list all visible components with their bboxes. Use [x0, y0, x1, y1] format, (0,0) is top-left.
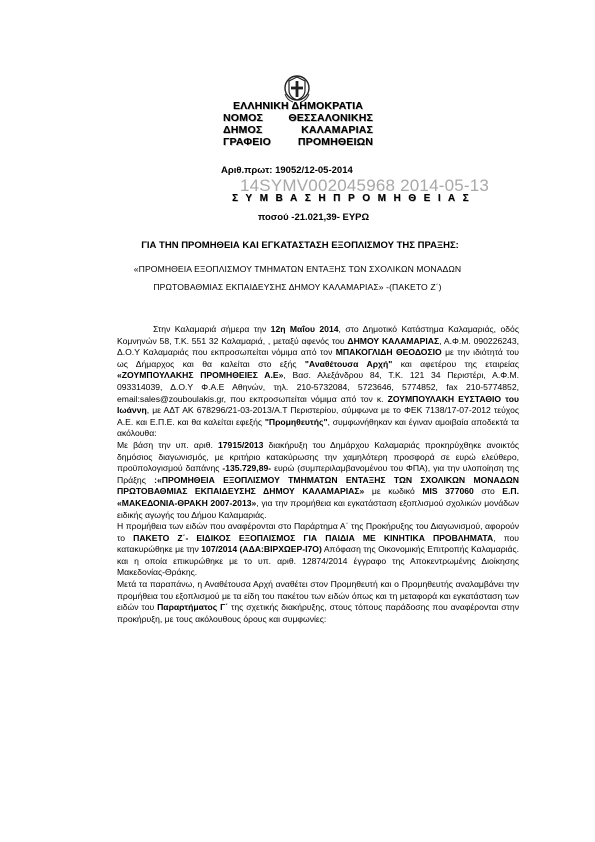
contract-amount: ποσού -21.021,39- ΕΥΡΩ [258, 212, 370, 223]
header-prefecture [223, 112, 373, 124]
header-office [223, 136, 373, 148]
package-line-2: ΠΡΩΤΟΒΑΘΜΙΑΣ ΕΚΠΑΙΔΕΥΣΗΣ ΔΗΜΟΥ ΚΑΛΑΜΑΡΙΑΣ» -(ΠΑΚΕΤΟ Ζ΄) [153, 282, 442, 292]
document-title: Σ Υ Μ Β Α Σ Η Π Ρ Ο Μ Η Θ Ε Ι Α Σ [232, 193, 472, 204]
header-office-name: ΠΡΟΜΗΘΕΙΩΝ [297, 136, 373, 148]
header-office-label: ΓΡΑΦΕΙΟ [223, 136, 271, 148]
paragraph-parties: Στην Καλαμαριά σήμερα την 12η Μαΐου 2014, στο Δημοτικό Κατάστημα Καλαμαριάς, οδός Κομνηνών 58, Τ.Κ. 551 32 Καλαμαριά, , μεταξύ αφενός του ΔΗΜΟΥ ΚΑΛΑΜΑΡΙΑΣ, Α.Φ.Μ. 090226243, Δ.Ο.Υ Καλαμαριάς που εκπροσωπείται νόμιμα από τον ΜΠΑΚΟΓΛΙΔΗ ΘΕΟΔΟΣΙΟ με την ιδιότητά του ως Δήμαρχος και θα καλείται στο εξής "Αναθέτουσα Αρχή" και αφετέρου της εταιρείας «ΖΟΥΜΠΟΥΛΑΚΗΣ ΠΡΟΜΗΘΕΙΕΣ Α.Ε», Βασ. Αλεξάνδρου 84, Τ.Κ. 121 34 Περιστέρι, Α.Φ.Μ. 093314039, Δ.Ο.Υ Φ.Α.Ε Αθηνών, τηλ. 210-5732084, 5723646, 5774852, fax 210-5774852, email:sales@zouboulakis.gr, που εκπροσωπείται νόμιμα από τον κ. ΖΟΥΜΠΟΥΛΑΚΗ ΕΥΣΤΑΘΙΟ του Ιωάννη, με ΑΔΤ ΑΚ 678296/21-03-2013/Α.Τ Περιστερίου, σύμφωνα με το ΦΕΚ 7138/17-07-2012 τεύχος Α.Ε. και Ε.Π.Ε. και θα καλείται εφεξής "Προμηθευτής", συμφωνήθηκαν και έγιναν αμοιβαία αποδεκτά τα ακόλουθα: [117, 324, 519, 439]
header-municipality [223, 124, 373, 136]
protocol-number: Αριθ.πρωτ: 19052/12-05-2014 [221, 165, 353, 176]
header-municipality-name: ΚΑΛΑΜΑΡΙΑΣ [301, 124, 373, 136]
contract-subject: ΓΙΑ ΤΗΝ ΠΡΟΜΗΘΕΙΑ ΚΑΙ ΕΓΚΑΤΑΣΤΑΣΗ ΕΞΟΠΛΙΣΜΟΥ ΤΗΣ ΠΡΑΞΗΣ: [141, 240, 459, 251]
header-republic: ΕΛΛΗΝΙΚΗ ΔΗΜΟΚΡΑΤΙΑ [232, 100, 364, 112]
header-municipality-label: ΔΗΜΟΣ [223, 124, 263, 136]
contract-body [117, 324, 519, 625]
paragraph-tender: Με βάση την υπ. αριθ. 17915/2013 διακήρυξη του Δημάρχου Καλαμαριάς προκηρύχθηκε ανοικτός δημόσιος διαγωνισμός, με κριτήριο κατακύρωσης την χαμηλότερη προσφορά σε ευρώ ελεύθερο, προϋπολογισμού δαπάνης -135.729,89- ευρώ (συμπεριλαμβανομένου του ΦΠΑ), για την υλοποίηση της Πράξης :«ΠΡΟΜΗΘΕΙΑ ΕΞΟΠΛΙΣΜΟΥ ΤΜΗΜΑΤΩΝ ΕΝΤΑΞΗΣ ΤΩΝ ΣΧΟΛΙΚΩΝ ΜΟΝΑΔΩΝ ΠΡΩΤΟΒΑΘΜΙΑΣ ΕΚΠΑΙΔΕΥΣΗΣ ΔΗΜΟΥ ΚΑΛΑΜΑΡΙΑΣ» με κωδικό MIS 377060 στο Ε.Π. «ΜΑΚΕΔΟΝΙΑ-ΘΡΑΚΗ 2007-2013», για την προμήθεια και εγκατάσταση εξοπλισμού σχολικών μονάδων ειδικής αγωγής του Δήμου Καλαμαριάς. [117, 439, 520, 520]
package-line-1: «ΠΡΟΜΗΘΕΙΑ ΕΞΟΠΛΙΣΜΟΥ ΤΜΗΜΑΤΩΝ ΕΝΤΑΞΗΣ ΤΩΝ ΣΧΟΛΙΚΩΝ ΜΟΝΑΔΩΝ [133, 264, 462, 274]
header-prefecture-name: ΘΕΣΣΑΛΟΝΙΚΗΣ [288, 112, 373, 124]
paragraph-package: Η προμήθεια των ειδών που αναφέρονται στο Παράρτημα Α΄ της Προκήρυξης του Διαγωνισμού, αφορούν το ΠΑΚΕΤΟ Ζ΄- ΕΙΔΙΚΟΣ ΕΞΟΠΛΙΣΜΟΣ ΓΙΑ ΠΑΙΔΙΑ ΜΕ ΚΙΝΗΤΙΚΑ ΠΡΟΒΛΗΜΑΤΑ, που κατακυρώθηκε με την 107/2014 (ΑΔΑ:ΒΙΡΧΩΕΡ-Ι7Ο) Απόφαση της Οικονομικής Επιτροπής Καλαμαριάς. και η οποία επικυρώθηκε με το υπ. αριθ. 12874/2014 έγγραφο της Αποκεντρωμένης Διοίκησης Μακεδονίας-Θράκης. [117, 521, 519, 578]
header-prefecture-label: ΝΟΜΟΣ [223, 112, 263, 124]
package-description [70, 260, 525, 296]
document-watermark: 14SYMV002045968 2014-05-13 [240, 176, 490, 195]
paragraph-assignment: Μετά τα παραπάνω, η Αναθέτουσα Αρχή αναθέτει στον Προμηθευτή και ο Προμηθευτής αναλαμβάνει την προμήθεια του εξοπλισμού με τα είδη του πακέτου των ειδών όπως και τη μεταφορά και εγκατάσταση των ειδών του Παραρτήματος Γ΄ της σχετικής διακήρυξης, στους τόπους παράδοσης που αναφέρονται στην προκήρυξη, με τους ακόλουθους όρους και συμφωνίες: [117, 579, 519, 624]
